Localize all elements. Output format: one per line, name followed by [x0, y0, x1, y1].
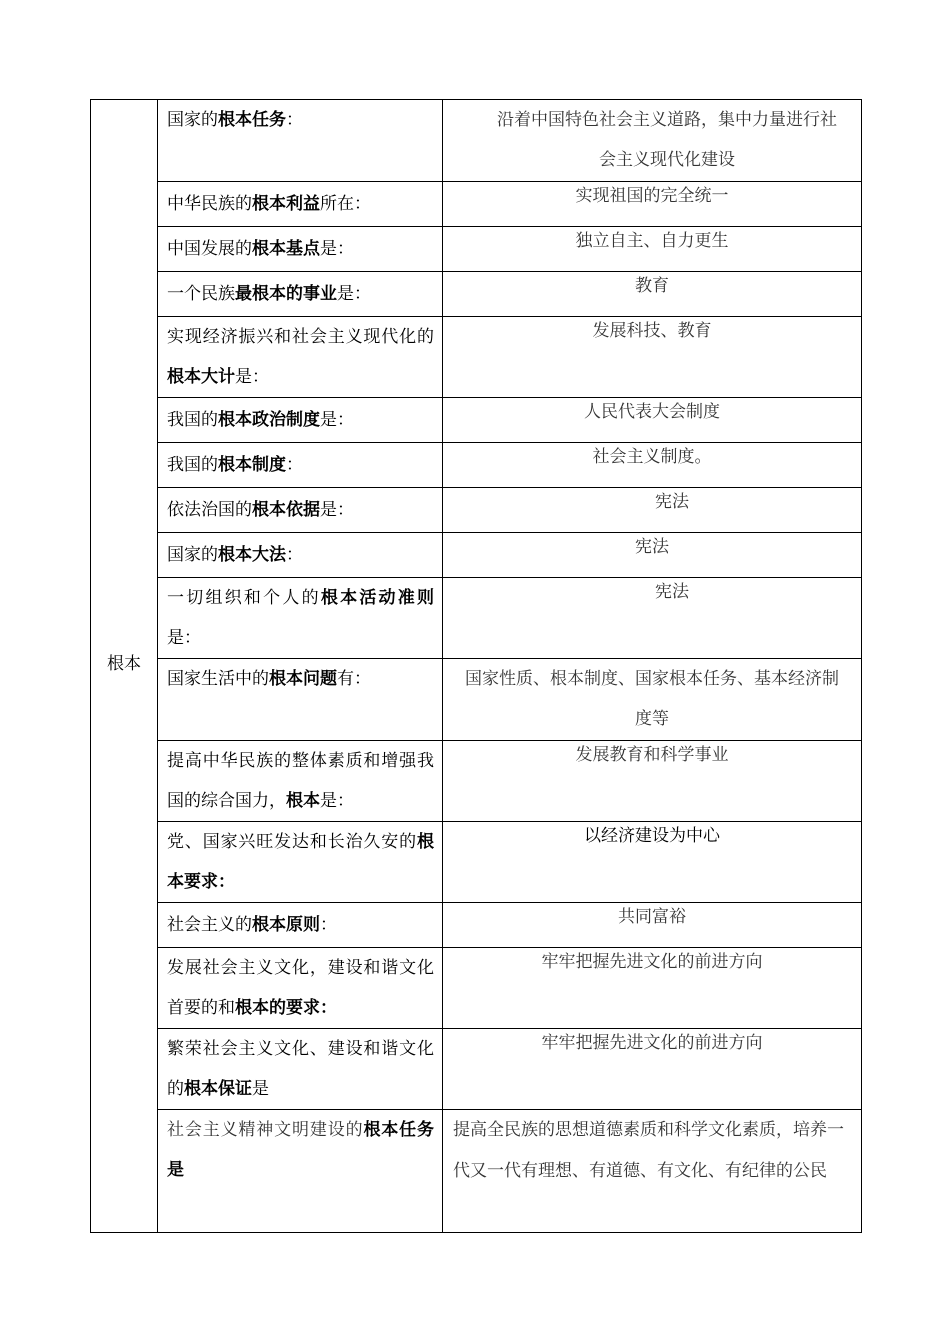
question-text: 一个民族: [167, 284, 235, 304]
question-text: 国家的: [167, 110, 218, 130]
table-row: [91, 1029, 862, 1110]
answer-cell: [443, 488, 862, 533]
table-row: [91, 533, 862, 578]
table-row: [91, 488, 862, 533]
question-suffix: 是：: [320, 239, 354, 259]
answer-text: 社会主义制度。: [592, 447, 712, 467]
question-keyword: 根本任务是: [167, 1120, 435, 1180]
question-keyword: 根本依据: [252, 500, 320, 520]
question-keyword: 根本活动准则: [320, 588, 435, 608]
question-text: 党、国家兴旺发达和长治久安的: [167, 832, 417, 852]
question-cell: [158, 272, 443, 317]
answer-text: 提高全民族的思想道德素质和科学文化素质，培养一代又一代有理想、有道德、有文化、有纪律的公民: [453, 1120, 844, 1181]
question-cell: [158, 182, 443, 227]
table-row: [91, 1110, 862, 1233]
question-cell: [158, 533, 443, 578]
question-keyword: 根本保证: [184, 1079, 252, 1099]
answer-cell: [443, 578, 862, 659]
answer-cell: [443, 443, 862, 488]
question-text: 社会主义精神文明建设的: [167, 1120, 364, 1140]
question-cell: [158, 578, 443, 659]
answer-cell: [443, 317, 862, 398]
question-suffix: 是：: [320, 410, 354, 430]
answer-cell: [443, 741, 862, 822]
question-cell: [158, 948, 443, 1029]
table-row: [91, 741, 862, 822]
answer-text: 实现祖国的完全统一: [575, 186, 729, 206]
question-suffix: 有：: [337, 669, 371, 689]
question-suffix: 是：: [167, 628, 201, 648]
question-suffix: ：: [320, 915, 337, 935]
table-row: [91, 100, 862, 182]
question-keyword: 最根本的事业: [235, 284, 337, 304]
answer-cell: [443, 659, 862, 741]
answer-text: 沿着中国特色社会主义道路，集中力量进行社会主义现代化建设: [497, 110, 837, 170]
question-keyword: 根本大法: [218, 545, 286, 565]
question-cell: [158, 1029, 443, 1110]
question-cell: [158, 659, 443, 741]
question-cell: [158, 903, 443, 948]
category-label: 根本: [107, 654, 141, 674]
question-keyword: 根本问题: [269, 669, 337, 689]
question-cell: [158, 822, 443, 903]
answer-text: 以经济建设为中心: [584, 826, 720, 846]
question-suffix: 是：: [235, 367, 269, 387]
question-text: 提高中华民族的整体素质和增强我国的综合国力，: [167, 751, 434, 811]
question-keyword: 根本任务: [218, 110, 286, 130]
question-text: 依法治国的: [167, 500, 252, 520]
table-row: [91, 822, 862, 903]
table-row: [91, 317, 862, 398]
question-suffix: ：: [286, 110, 303, 130]
question-text: 发展社会主义文化，建设和谐文化首要的和: [167, 958, 434, 1018]
table-row: [91, 443, 862, 488]
table-row: [91, 903, 862, 948]
question-keyword: 根本原则: [252, 915, 320, 935]
answer-text: 牢牢把握先进文化的前进方向: [541, 952, 763, 972]
answer-text: 人民代表大会制度: [584, 402, 720, 422]
answer-cell: [443, 272, 862, 317]
answer-text: 独立自主、自力更生: [575, 231, 729, 251]
table-row: [91, 948, 862, 1029]
answer-cell: [443, 533, 862, 578]
answer-cell: [443, 182, 862, 227]
answer-text: 牢牢把握先进文化的前进方向: [541, 1033, 763, 1053]
answer-text: 宪法: [655, 582, 689, 602]
category-cell: [91, 100, 158, 1233]
question-cell: [158, 488, 443, 533]
answer-cell: [443, 903, 862, 948]
answer-cell: [443, 1029, 862, 1110]
answer-text: 共同富裕: [618, 907, 686, 927]
table-row: [91, 398, 862, 443]
answer-text: 发展教育和科学事业: [575, 745, 729, 765]
answer-text: 发展科技、教育: [592, 321, 712, 341]
question-cell: [158, 741, 443, 822]
question-cell: [158, 100, 443, 182]
answer-cell: [443, 822, 862, 903]
table-row: [91, 227, 862, 272]
answer-cell: [443, 1110, 862, 1233]
question-keyword: 根本要求：: [167, 832, 434, 892]
answer-text: 宪法: [655, 492, 689, 512]
question-keyword: 根本利益: [252, 194, 320, 214]
question-text: 繁荣社会主义文化、建设和谐文化的: [167, 1039, 434, 1099]
question-keyword: 根本的要求：: [235, 998, 337, 1018]
question-text: 社会主义的: [167, 915, 252, 935]
question-cell: [158, 1110, 443, 1233]
question-keyword: 根本制度: [218, 455, 286, 475]
question-suffix: 是: [252, 1079, 269, 1099]
question-text: 中华民族的: [167, 194, 252, 214]
question-suffix: ：: [286, 455, 303, 475]
question-text: 实现经济振兴和社会主义现代化的: [167, 327, 434, 347]
answer-cell: [443, 100, 862, 182]
answer-text: 国家性质、根本制度、国家根本任务、基本经济制度等: [465, 669, 839, 729]
table-row: [91, 272, 862, 317]
question-keyword: 根本: [286, 791, 320, 811]
answer-text: 教育: [635, 276, 669, 296]
question-keyword: 根本大计: [167, 367, 235, 387]
question-cell: [158, 398, 443, 443]
answer-cell: [443, 398, 862, 443]
question-text: 中国发展的: [167, 239, 252, 259]
root-concepts-table: [90, 99, 862, 1233]
question-text: 国家的: [167, 545, 218, 565]
answer-cell: [443, 227, 862, 272]
question-text: 国家生活中的: [167, 669, 269, 689]
table-row: [91, 578, 862, 659]
question-text: 我国的: [167, 410, 218, 430]
question-suffix: 是：: [320, 791, 354, 811]
question-suffix: 是：: [337, 284, 371, 304]
question-keyword: 根本政治制度: [218, 410, 320, 430]
question-suffix: 所在：: [320, 194, 371, 214]
question-cell: [158, 317, 443, 398]
question-suffix: 是：: [320, 500, 354, 520]
table-row: [91, 182, 862, 227]
question-cell: [158, 443, 443, 488]
question-cell: [158, 227, 443, 272]
question-suffix: ：: [286, 545, 303, 565]
table-row: [91, 659, 862, 741]
question-text: 一切组织和个人的: [167, 588, 321, 608]
question-keyword: 根本基点: [252, 239, 320, 259]
answer-cell: [443, 948, 862, 1029]
answer-text: 宪法: [635, 537, 669, 557]
question-text: 我国的: [167, 455, 218, 475]
